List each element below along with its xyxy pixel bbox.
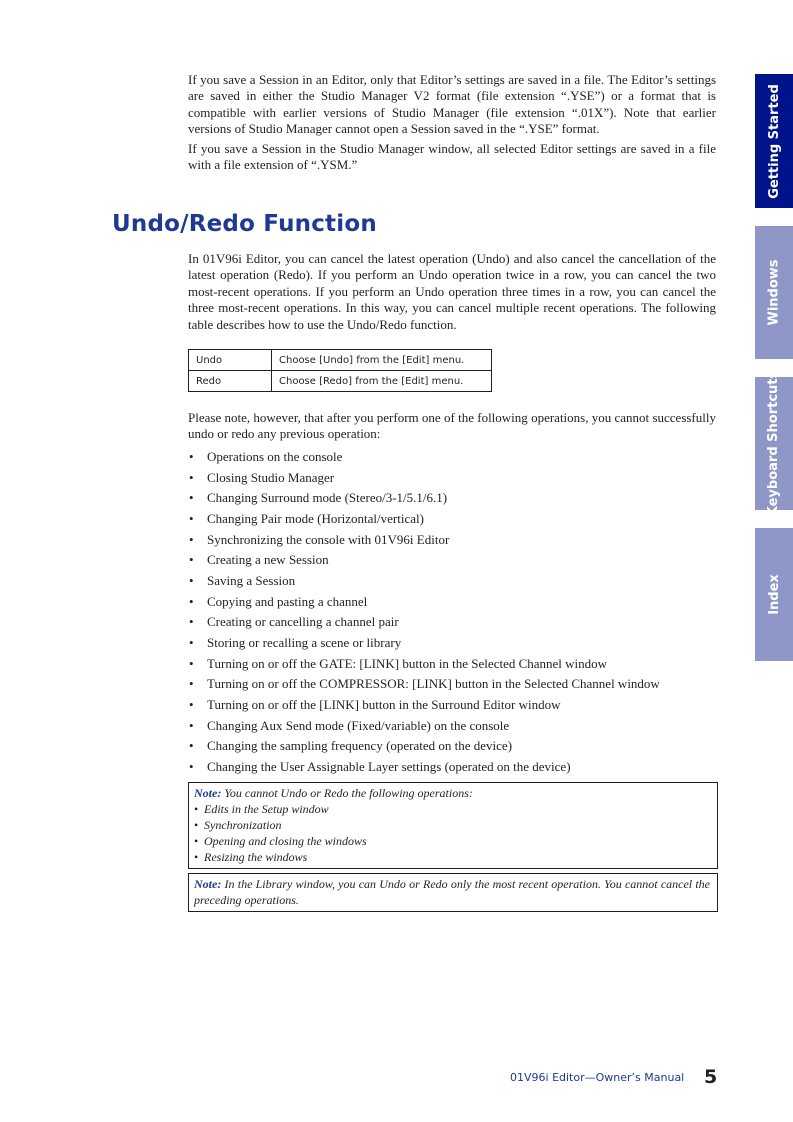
bullet-icon: • — [189, 552, 194, 568]
bullet-icon: • — [194, 818, 199, 832]
bullet-icon: • — [189, 758, 194, 774]
list-item — [188, 634, 660, 655]
list-item-text: Creating a new Session — [207, 552, 329, 568]
bullet-icon: • — [189, 738, 194, 754]
list-item — [188, 448, 660, 469]
note-text: In the Library window, you can Undo or Redo only the most recent operation. You cannot cancel the preceding operations. — [194, 877, 710, 907]
restrictions-list — [188, 448, 660, 779]
list-item — [188, 717, 660, 738]
tab-label: Keyboard Shortcuts — [766, 370, 782, 517]
note-label: Note: — [194, 786, 222, 800]
list-item — [188, 510, 660, 531]
bullet-icon: • — [189, 717, 194, 733]
tab-index[interactable] — [755, 528, 793, 661]
bullet-icon: • — [189, 655, 194, 671]
bullet-icon: • — [189, 531, 194, 547]
note-list-item — [194, 801, 710, 817]
tab-label: Index — [766, 574, 782, 615]
note-line — [194, 785, 710, 801]
note-box-undo-restrictions — [188, 782, 718, 869]
list-item-text: Copying and pasting a channel — [207, 593, 368, 609]
note-list-item-text: Edits in the Setup window — [204, 802, 329, 816]
list-item — [188, 572, 660, 593]
list-item — [188, 737, 660, 758]
intro-paragraph-2: If you save a Session in the Studio Manager window, all selected Editor settings are saved in a file with a file extension of “.YSM.” — [188, 140, 716, 173]
bullet-icon: • — [189, 676, 194, 692]
bullet-icon: • — [189, 510, 194, 526]
note-list-item — [194, 849, 710, 865]
list-item-text: Turning on or off the [LINK] button in the Surround Editor window — [207, 696, 561, 712]
table-cell-operation: Undo — [189, 350, 272, 371]
list-item-text: Synchronizing the console with 01V96i Editor — [207, 531, 450, 547]
list-item-text: Operations on the console — [207, 449, 343, 464]
list-item-text: Saving a Session — [207, 572, 296, 588]
table-cell-description: Choose [Undo] from the [Edit] menu. — [272, 350, 492, 371]
section-intro — [188, 251, 716, 333]
table-row — [189, 371, 492, 392]
note-box-library — [188, 873, 718, 912]
list-item — [188, 758, 660, 779]
section-title: Undo/Redo Function — [112, 211, 377, 237]
note-label: Note: — [194, 877, 222, 891]
footer-manual-title: 01V96i Editor—Owner’s Manual — [510, 1071, 685, 1084]
bullet-icon: • — [189, 614, 194, 630]
bullet-icon: • — [194, 834, 199, 848]
note-list — [194, 801, 710, 865]
section-intro-paragraph: In 01V96i Editor, you can cancel the latest operation (Undo) and also cancel the cancellation of the latest operation (Redo). If you perform an Undo operation twice in a row, you can cancel the two most-recent operations. If you perform an Undo operation three times in a row, you can cancel the three most-recent operations. In this way, you can cancel multiple recent operations. The following table describes how to use the Undo/Redo function. — [188, 251, 716, 332]
list-item — [188, 489, 660, 510]
list-item-text: Changing Pair mode (Horizontal/vertical) — [207, 510, 424, 526]
list-item — [188, 696, 660, 717]
list-item-text: Changing Aux Send mode (Fixed/variable) on the console — [207, 717, 510, 733]
bullet-icon: • — [189, 572, 194, 588]
list-item-text: Turning on or off the GATE: [LINK] button in the Selected Channel window — [207, 655, 608, 671]
page-number: 5 — [704, 1066, 718, 1088]
list-item — [188, 675, 660, 696]
list-item-text: Turning on or off the COMPRESSOR: [LINK] button in the Selected Channel window — [207, 676, 660, 692]
note-list-item — [194, 833, 710, 849]
bullet-icon: • — [189, 634, 194, 650]
tab-windows[interactable] — [755, 226, 793, 359]
list-item-text: Storing or recalling a scene or library — [207, 634, 402, 650]
table-cell-operation: Redo — [189, 371, 272, 392]
list-item — [188, 469, 660, 490]
note-list-item-text: Synchronization — [204, 818, 282, 832]
tab-label: Getting Started — [766, 83, 782, 199]
list-item — [188, 613, 660, 634]
note-list-item-text: Opening and closing the windows — [204, 834, 367, 848]
tab-label: Windows — [766, 259, 782, 326]
list-item-text: Changing the sampling frequency (operated on the device) — [207, 738, 513, 754]
note-list-item — [194, 817, 710, 833]
undo-redo-table — [188, 349, 492, 392]
intro-paragraph-1: If you save a Session in an Editor, only that Editor’s settings are saved in a file. The Editor’s settings are saved in either the Studio Manager V2 format (file extension “.YSE”) or a format that is compatible with earlier versions of Studio Manager (file extension “.01X”). Note that earlier versions of Studio Manager cannot open a Session saved in the “.YSE” format. — [188, 72, 716, 137]
list-item — [188, 593, 660, 614]
list-item — [188, 655, 660, 676]
bullet-icon: • — [194, 802, 199, 816]
list-item — [188, 531, 660, 552]
bullet-icon: • — [189, 696, 194, 712]
restrictions-intro — [188, 410, 716, 443]
note-list-item-text: Resizing the windows — [204, 850, 308, 864]
list-item-text: Changing Surround mode (Stereo/3-1/5.1/6.1) — [207, 490, 448, 506]
tab-keyboard-shortcuts[interactable] — [755, 370, 793, 517]
bullet-icon: • — [194, 850, 199, 864]
bullet-icon: • — [189, 449, 194, 464]
bullet-icon: • — [189, 469, 194, 485]
bullet-icon: • — [189, 593, 194, 609]
restrictions-intro-paragraph: Please note, however, that after you perform one of the following operations, you cannot successfully undo or redo any previous operation: — [188, 410, 716, 442]
note-text: You cannot Undo or Redo the following operations: — [224, 786, 473, 800]
list-item-text: Creating or cancelling a channel pair — [207, 614, 399, 630]
bullet-icon: • — [189, 490, 194, 506]
table-row — [189, 350, 492, 371]
list-item-text: Closing Studio Manager — [207, 469, 335, 485]
table-cell-description: Choose [Redo] from the [Edit] menu. — [272, 371, 492, 392]
tab-getting-started[interactable] — [755, 74, 793, 208]
list-item-text: Changing the User Assignable Layer settings (operated on the device) — [207, 758, 571, 774]
list-item — [188, 551, 660, 572]
intro-text — [188, 72, 716, 173]
